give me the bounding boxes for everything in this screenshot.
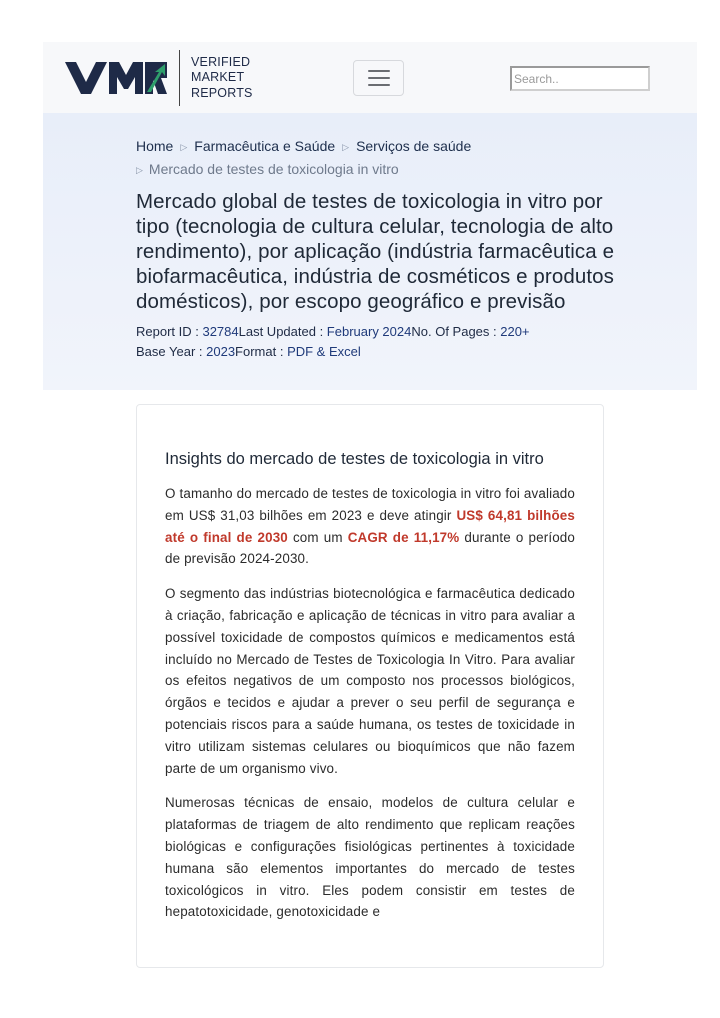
breadcrumb-current: Mercado de testes de toxicologia in vitro <box>148 161 399 177</box>
highlight-cagr: CAGR de 11,17% <box>347 529 460 545</box>
market-size-paragraph <box>165 483 575 570</box>
page-frame <box>43 42 697 390</box>
logo-wordmark <box>191 55 253 102</box>
report-hero <box>43 113 697 390</box>
report-id-label: Report ID : <box>136 324 203 339</box>
last-updated-value: February 2024 <box>326 324 412 339</box>
breadcrumb-separator-icon: ▷ <box>136 165 143 175</box>
logo-divider <box>179 50 180 106</box>
navbar <box>43 42 697 113</box>
base-year-label: Base Year : <box>136 344 207 359</box>
paragraph-text: O tamanho do mercado de testes de toxicologia in vitro foi avaliado em US$ 31,03 bilhões em 2023 e deve atingir <box>165 486 575 523</box>
site-logo[interactable] <box>65 50 253 106</box>
market-definition-paragraph: O segmento das indústrias biotecnológica e farmacêutica dedicado à criação, fabricação e aplicação de técnicas in vitro para avaliar a possível toxicidade de compostos químicos e medicamentos está incluído no Mercado de Testes de Toxicologia In Vitro. Para avaliar os efeitos negativos de um composto nos processos biológicos, órgãos e tecidos e ajudar a prever o seu perfil de segurança e potenciais riscos para a saúde humana, os testes de toxicidade in vitro utilizam sistemas celulares ou bioquímicos que não fazem parte de um organismo vivo. <box>165 586 575 776</box>
breadcrumb-separator-icon: ▷ <box>180 142 188 152</box>
format-label: Format : <box>235 344 288 359</box>
base-year-value: 2023 <box>206 344 236 359</box>
market-components-paragraph: Numerosas técnicas de ensaio, modelos de cultura celular e plataformas de triagem de alto rendimento que replicam reações biológicas e configurações fisiológicas pertinentes à toxicidade humana são elementos importantes do mercado de testes toxicológicos in vitro. Eles podem consistir em testes de hepatotoxicidade, genotoxicidade e <box>165 795 575 920</box>
breadcrumb-separator-icon: ▷ <box>342 142 350 152</box>
last-updated-label: Last Updated : <box>238 324 327 339</box>
search-input[interactable] <box>510 66 650 91</box>
report-content-card <box>136 404 604 968</box>
format-value: PDF & Excel <box>287 344 361 359</box>
breadcrumb-home[interactable]: Home <box>136 138 174 154</box>
hamburger-menu-button[interactable] <box>353 60 404 96</box>
paragraph-text: com um <box>287 529 348 545</box>
highlight-value: US$ 64,81 bilhões até o final de 2030 <box>165 507 575 545</box>
hamburger-line <box>368 77 390 79</box>
breadcrumb-subcategory[interactable]: Serviços de saúde <box>356 138 472 154</box>
breadcrumb <box>136 135 616 181</box>
logo-line: MARKET <box>191 70 245 85</box>
report-id-value: 32784 <box>202 324 239 339</box>
hamburger-line <box>368 70 390 72</box>
pages-value: 220+ <box>500 324 530 339</box>
pages-label: No. Of Pages : <box>411 324 501 339</box>
section-title: Insights do mercado de testes de toxicologia in vitro <box>165 450 544 468</box>
logo-line: VERIFIED <box>191 54 251 69</box>
page-title: Mercado global de testes de toxicologia in vitro por tipo (tecnologia de cultura celular, tecnologia de alto rendimento), por aplicação (indústria farmacêutica e biofarmacêutica, indústria de cosméticos e produtos domésticos), por escopo geográfico e previsão <box>136 190 615 313</box>
breadcrumb-category[interactable]: Farmacêutica e Saúde <box>194 138 336 154</box>
paragraph-text: durante o período de previsão 2024-2030. <box>165 529 575 567</box>
vmr-logo-icon <box>65 58 169 98</box>
report-meta <box>136 322 616 362</box>
logo-line: REPORTS <box>191 85 253 100</box>
hamburger-line <box>368 84 390 86</box>
